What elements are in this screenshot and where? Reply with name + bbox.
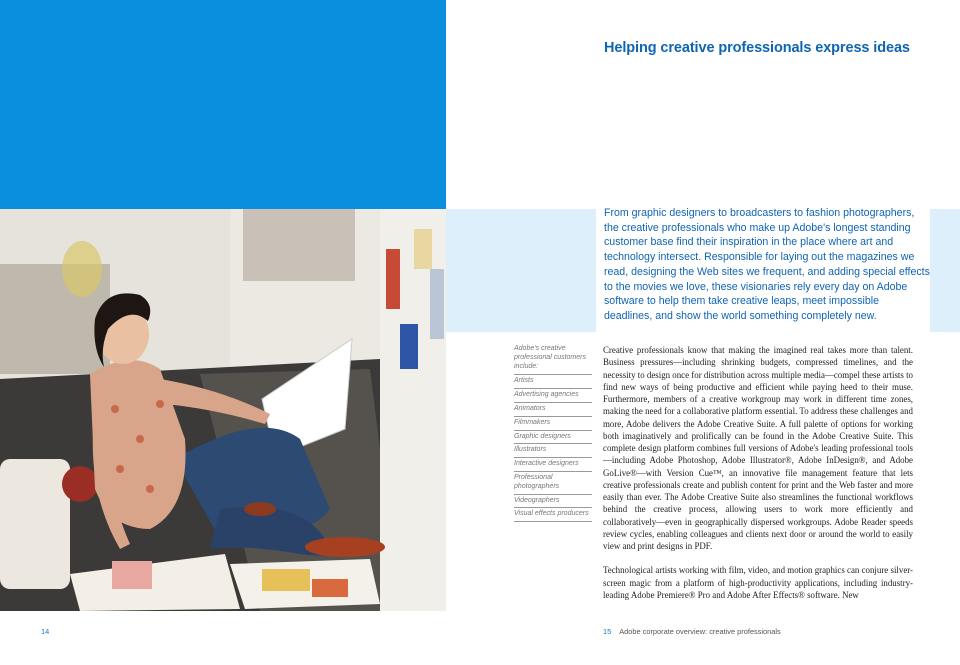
list-item: Illustrators bbox=[514, 444, 592, 458]
page-number-right: 15 bbox=[603, 627, 612, 636]
list-item: Graphic designers bbox=[514, 431, 592, 445]
footer-description: Adobe corporate overview: creative professionals bbox=[619, 627, 781, 636]
page-headline: Helping creative professionals express ideas bbox=[604, 40, 910, 56]
list-item: Interactive designers bbox=[514, 458, 592, 472]
tint-strip-left bbox=[446, 209, 596, 332]
sidebar-label: Adobe's creative professional customers include: bbox=[514, 345, 592, 375]
list-item: Advertising agencies bbox=[514, 389, 592, 403]
body-paragraph: Creative professionals know that making the imagined real takes more than talent. Business pressures—including shrinking budgets, compressed timelines, and the necessity to design once for distribution across multiple media—compel these artists to find new ways of being productive and efficient while paying heed to their muse. Furthermore, members of a creative workgroup may work in different time zones, making the need for a collaborative platform essential. To address these challenges and more, Adobe delivers the Adobe Creative Suite. A full palette of options for working both imaginatively and prolifically can be found in the Adobe Creative Suite. This complete design platform combines full versions of Adobe's leading professional tools—including Adobe Photoshop, Adobe Illustrator®, Adobe InDesign®, and Adobe GoLive®—with Version Cue™, an innovative file management feature that lets creative professionals create and publish content for print and the Web faster and more easily than ever. The Adobe Creative Suite also streamlines the functional workflows behind the creative process, allowing users to work more efficiently and collaboratively—even in geographically dispersed workgroups. Adobe Reader speeds review cycles, enabling colleagues and clients next door or around the world to easily view and print designs in PDF. bbox=[603, 345, 913, 551]
list-item: Artists bbox=[514, 375, 592, 389]
list-item: Videographers bbox=[514, 495, 592, 509]
body-paragraph: Technological artists working with film, video, and motion graphics can conjure silver-screen magic from a platform of high-productivity applications, including industry-leading Adobe Premiere® Pro and Adobe After Effects® software. New bbox=[603, 565, 913, 600]
list-item: Filmmakers bbox=[514, 417, 592, 431]
page-number-left: 14 bbox=[41, 627, 50, 636]
intro-paragraph: From graphic designers to broadcasters to fashion photographers, the creative professionals who make up Adobe's longest standing customer base find their inspiration in the place where art and technology intersect. Responsible for laying out the magazines we read, designing the Web sites we frequent, and adding special effects to the movies we love, these visionaries rely every day on Adobe software to help them take creative leaps, meet impossible deadlines, and show the world something completely new. bbox=[604, 207, 930, 322]
list-item: Animators bbox=[514, 403, 592, 417]
customer-list bbox=[514, 375, 592, 522]
list-item: Professional photographers bbox=[514, 472, 592, 495]
list-item: Visual effects producers bbox=[514, 508, 592, 522]
body-text bbox=[603, 344, 913, 613]
woman-reviewing-prints-photo bbox=[0, 209, 446, 611]
customers-sidebar bbox=[514, 345, 592, 522]
blue-color-block bbox=[0, 0, 446, 209]
page-footer-right bbox=[603, 627, 781, 636]
tint-strip-right bbox=[930, 209, 960, 332]
